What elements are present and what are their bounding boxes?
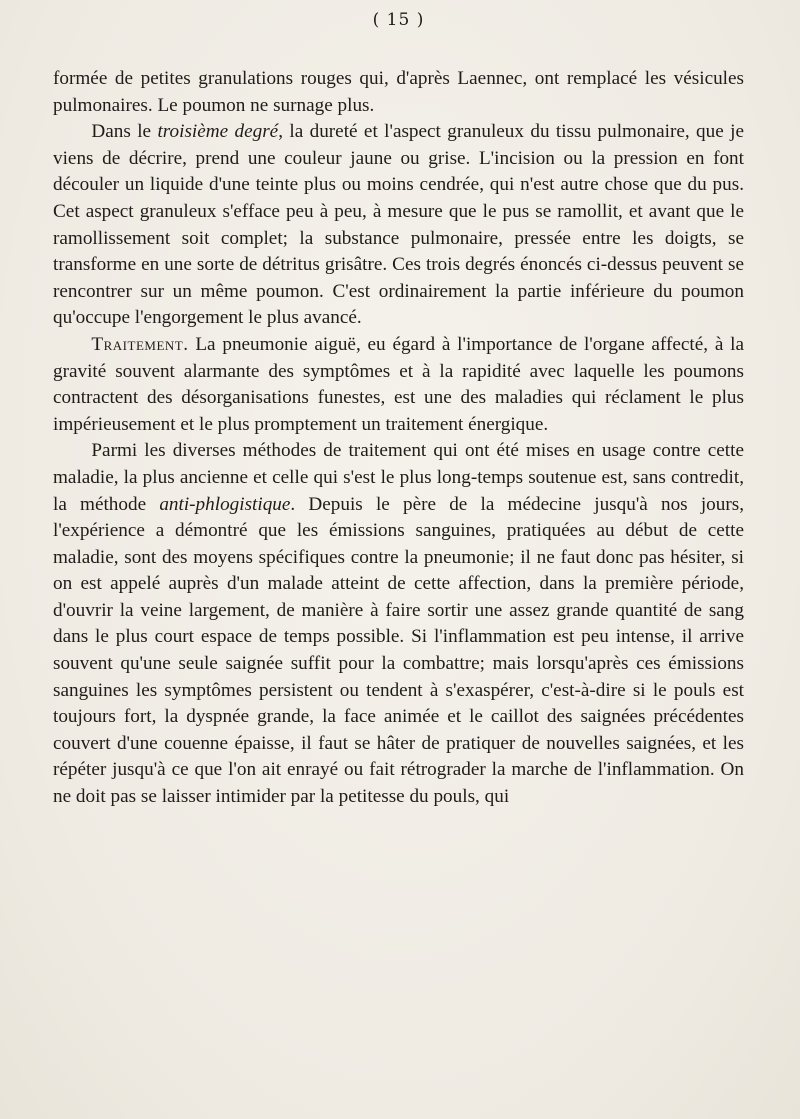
paragraph-3-text: La pneumonie aiguë, eu égard à l'importance de l'organe affecté, à la gravité souvent alarmante des symptômes et à la rapidité avec laquelle les poumons contractent des désorganisations funestes, est une des maladies qui réclament le plus impérieusement et le plus promptement un traitement énergique. [53, 333, 744, 435]
paragraph-4-text: . Depuis le père de la médecine jusqu'à nos jours, l'expérience a démontré que les émissions sanguines, pratiquées au début de cette maladie, sont des moyens spécifiques contre la pneumonie; il ne faut donc pas hésiter, si on est appelé auprès d'un malade atteint de cette affection, dans la première période, d'ouvrir la veine largement, de manière à faire sortir une assez grande quantité de sang dans le plus court espace de temps possible. Si l'inflammation est peu intense, il arrive souvent qu'une seule saignée suffit pour la combattre; mais lorsqu'après ces émissions sanguines les symptômes persistent ou tendent à s'exaspérer, c'est-à-dire si le pouls est toujours fort, la dyspnée grande, la face animée et le caillot des saignées précédentes couvert d'une couenne épaisse, il faut se hâter de pratiquer de nouvelles saignées, et les répéter jusqu'à ce que l'on ait enrayé ou fait rétrograder la marche de l'inflammation. On ne doit pas se laisser intimider par la petitesse du pouls, qui [53, 493, 744, 808]
treatment-heading: Traitement. [91, 333, 189, 355]
paragraph-methods [53, 438, 744, 810]
paragraph-4-lead: Parmi les diverses méthodes de traitement qui ont été mises en usage contre cette maladie, la plus ancienne et celle qui s'est le plus long-temps soutenue est, sans contredit, la méthode [53, 440, 744, 515]
page-number: ( 15 ) [372, 10, 425, 30]
paragraph-continuation [53, 66, 744, 119]
anti-phlogistic-term: anti-phlogistique [159, 493, 291, 515]
paragraph-1-text: formée de petites granulations rouges qui, d'après Laennec, ont remplacé les vésicules pulmonaires. Le poumon ne surnage plus. [53, 68, 744, 116]
paragraph-treatment [53, 332, 744, 438]
third-degree-term: troisième degré [157, 121, 279, 143]
paragraph-third-degree [53, 119, 744, 332]
page-text [53, 66, 744, 811]
paragraph-2-lead: Dans le [91, 121, 158, 143]
paragraph-2-text: , la dureté et l'aspect granuleux du tissu pulmonaire, que je viens de décrire, prend une couleur jaune ou grise. L'incision ou la pression en font découler un liquide d'une teinte plus ou moins cendrée, qui n'est autre chose que du pus. Cet aspect granuleux s'efface peu à peu, à mesure que le pus se ramollit, et avant que le ramollissement soit complet; la substance pulmonaire, pressée entre les doigts, se transforme en une sorte de détritus grisâtre. Ces trois degrés énoncés ci-dessus peuvent se rencontrer sur un même poumon. C'est ordinairement la partie inférieure du poumon qu'occupe l'engorgement le plus avancé. [53, 121, 744, 329]
